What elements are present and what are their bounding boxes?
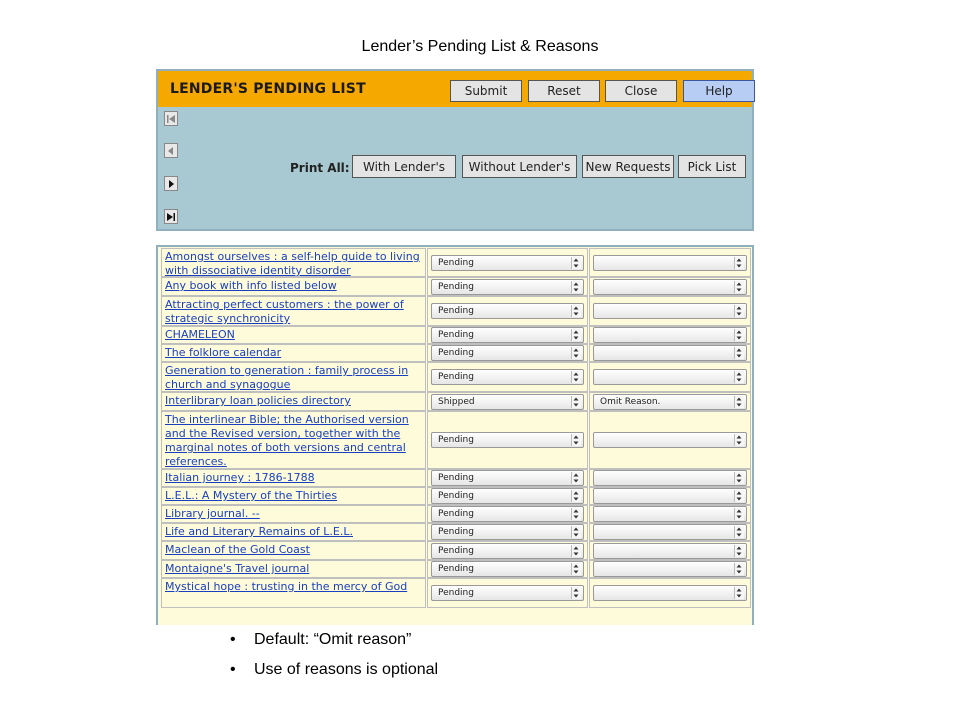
select-arrows-icon <box>734 434 744 446</box>
title-cell <box>161 523 426 541</box>
reason-select[interactable] <box>593 303 747 319</box>
table-row <box>161 296 751 326</box>
print-without-lenders-button[interactable]: Without Lender's <box>462 155 577 178</box>
reason-select[interactable] <box>593 470 747 486</box>
item-title-link[interactable]: Life and Literary Remains of L.E.L. <box>165 525 353 538</box>
status-cell <box>427 392 588 411</box>
status-select[interactable] <box>431 585 584 601</box>
reason-cell <box>589 505 751 523</box>
item-title-link[interactable]: Italian journey : 1786-1788 <box>165 471 315 484</box>
table-row <box>161 560 751 578</box>
select-arrows-icon <box>571 329 581 341</box>
table-row <box>161 578 751 608</box>
reason-cell <box>589 560 751 578</box>
reason-cell <box>589 296 751 326</box>
status-select[interactable] <box>431 303 584 319</box>
previous-page-icon[interactable] <box>164 143 178 158</box>
reason-cell <box>589 578 751 608</box>
pending-items-table <box>156 245 754 625</box>
select-arrows-icon <box>734 545 744 557</box>
item-title-link[interactable]: Montaigne's Travel journal <box>165 562 310 575</box>
select-arrows-icon <box>734 257 744 269</box>
title-cell <box>161 411 426 469</box>
title-cell <box>161 469 426 487</box>
status-cell <box>427 523 588 541</box>
reason-select[interactable] <box>593 561 747 577</box>
select-arrows-icon <box>734 329 744 341</box>
status-value: Pending <box>438 435 474 445</box>
table-row <box>161 392 751 411</box>
first-page-icon[interactable] <box>164 111 178 126</box>
table-row <box>161 277 751 296</box>
panel-title: LENDER'S PENDING LIST <box>170 81 366 97</box>
last-page-icon[interactable] <box>164 209 178 224</box>
table-row <box>161 469 751 487</box>
select-arrows-icon <box>571 305 581 317</box>
status-cell <box>427 505 588 523</box>
reason-cell <box>589 277 751 296</box>
item-title-link[interactable]: CHAMELEON <box>165 328 235 341</box>
status-cell <box>427 469 588 487</box>
reason-cell <box>589 392 751 411</box>
submit-button[interactable]: Submit <box>450 80 522 102</box>
print-new-requests-button[interactable]: New Requests <box>582 155 674 178</box>
title-cell <box>161 296 426 326</box>
status-value: Pending <box>438 527 474 537</box>
status-value: Pending <box>438 588 474 598</box>
reason-select[interactable] <box>593 506 747 522</box>
bullet-icon: • <box>230 661 236 678</box>
select-arrows-icon <box>571 281 581 293</box>
close-button[interactable]: Close <box>605 80 677 102</box>
status-cell <box>427 248 588 277</box>
title-cell <box>161 560 426 578</box>
table-row <box>161 411 751 469</box>
reason-select[interactable] <box>593 543 747 559</box>
item-title-link[interactable]: Any book with info listed below <box>165 279 337 292</box>
reason-cell <box>589 541 751 560</box>
title-cell <box>161 248 426 277</box>
select-arrows-icon <box>571 490 581 502</box>
select-arrows-icon <box>571 472 581 484</box>
bullet-icon: • <box>230 631 236 648</box>
item-title-link[interactable]: The interlinear Bible; the Authorised version and the Revised version, together with the marginal notes of both versions and central references. <box>165 413 409 468</box>
reason-select[interactable] <box>593 524 747 540</box>
status-value: Pending <box>438 348 474 358</box>
reason-cell <box>589 487 751 505</box>
status-cell <box>427 344 588 362</box>
title-cell <box>161 487 426 505</box>
status-select[interactable] <box>431 369 584 385</box>
table-row <box>161 362 751 392</box>
status-select[interactable] <box>431 255 584 271</box>
print-with-lenders-button[interactable]: With Lender's <box>352 155 456 178</box>
status-select[interactable] <box>431 561 584 577</box>
item-title-link[interactable]: Amongst ourselves : a self-help guide to living with dissociative identity disorder <box>165 250 420 277</box>
status-cell <box>427 487 588 505</box>
select-arrows-icon <box>571 257 581 269</box>
table-row <box>161 505 751 523</box>
select-arrows-icon <box>734 526 744 538</box>
table-row <box>161 344 751 362</box>
select-arrows-icon <box>734 396 744 408</box>
item-title-link[interactable]: L.E.L.: A Mystery of the Thirties <box>165 489 338 502</box>
status-select[interactable] <box>431 506 584 522</box>
print-pick-list-button[interactable]: Pick List <box>678 155 746 178</box>
status-value: Pending <box>438 509 474 519</box>
status-select[interactable] <box>431 279 584 295</box>
reason-select[interactable] <box>593 394 747 410</box>
item-title-link[interactable]: Library journal. -- <box>165 507 260 520</box>
title-cell <box>161 362 426 392</box>
reason-select[interactable] <box>593 255 747 271</box>
select-arrows-icon <box>734 563 744 575</box>
reason-select[interactable] <box>593 345 747 361</box>
select-arrows-icon <box>734 587 744 599</box>
title-cell <box>161 392 426 411</box>
select-arrows-icon <box>571 434 581 446</box>
select-arrows-icon <box>571 508 581 520</box>
reason-cell <box>589 344 751 362</box>
reason-cell <box>589 523 751 541</box>
status-select[interactable] <box>431 543 584 559</box>
select-arrows-icon <box>571 396 581 408</box>
title-cell <box>161 326 426 344</box>
reason-select[interactable] <box>593 279 747 295</box>
status-select[interactable] <box>431 327 584 343</box>
reason-cell <box>589 362 751 392</box>
table-row <box>161 523 751 541</box>
status-cell <box>427 362 588 392</box>
table-row <box>161 487 751 505</box>
status-value: Pending <box>438 281 474 292</box>
status-select[interactable] <box>431 488 584 504</box>
table-row <box>161 248 751 277</box>
select-arrows-icon <box>734 472 744 484</box>
status-select[interactable] <box>431 345 584 361</box>
status-value: Shipped <box>438 396 475 407</box>
reason-select[interactable] <box>593 327 747 343</box>
item-title-link[interactable]: Mystical hope : trusting in the mercy of God <box>165 580 408 593</box>
item-title-link[interactable]: Attracting perfect customers : the power of strategic synchronicity <box>165 298 404 325</box>
select-arrows-icon <box>734 305 744 317</box>
select-arrows-icon <box>734 371 744 383</box>
reason-select[interactable] <box>593 585 747 601</box>
status-select[interactable] <box>431 470 584 486</box>
reason-select[interactable] <box>593 369 747 385</box>
status-value: Pending <box>438 257 474 268</box>
title-cell <box>161 541 426 560</box>
select-arrows-icon <box>734 281 744 293</box>
reason-cell <box>589 248 751 277</box>
select-arrows-icon <box>571 545 581 557</box>
select-arrows-icon <box>734 508 744 520</box>
title-cell <box>161 344 426 362</box>
print-all-label: Print All: <box>290 161 350 175</box>
status-value: Pending <box>438 330 474 340</box>
reason-select[interactable] <box>593 432 747 448</box>
select-arrows-icon <box>571 347 581 359</box>
status-select[interactable] <box>431 394 584 410</box>
status-cell <box>427 296 588 326</box>
status-cell <box>427 411 588 469</box>
status-value: Pending <box>438 491 474 501</box>
select-arrows-icon <box>571 587 581 599</box>
reason-value: Omit Reason. <box>600 396 661 407</box>
title-cell <box>161 277 426 296</box>
status-value: Pending <box>438 564 474 574</box>
reason-cell <box>589 411 751 469</box>
status-value: Pending <box>438 545 474 556</box>
select-arrows-icon <box>734 347 744 359</box>
status-select[interactable] <box>431 432 584 448</box>
reset-button[interactable]: Reset <box>528 80 600 102</box>
status-value: Pending <box>438 473 474 483</box>
select-arrows-icon <box>571 371 581 383</box>
pending-list-panel <box>156 69 754 231</box>
item-title-link[interactable]: Interlibrary loan policies directory <box>165 394 351 407</box>
title-cell <box>161 505 426 523</box>
status-select[interactable] <box>431 524 584 540</box>
select-arrows-icon <box>571 526 581 538</box>
status-value: Pending <box>438 306 474 316</box>
status-value: Pending <box>438 372 474 382</box>
item-title-link[interactable]: Maclean of the Gold Coast <box>165 543 310 556</box>
select-arrows-icon <box>734 490 744 502</box>
help-button[interactable]: Help <box>683 80 755 102</box>
title-cell <box>161 578 426 608</box>
item-title-link[interactable]: Generation to generation : family process in church and synagogue <box>165 364 409 391</box>
reason-cell <box>589 326 751 344</box>
status-cell <box>427 277 588 296</box>
table-row <box>161 541 751 560</box>
panel-header <box>158 71 752 107</box>
table-row <box>161 326 751 344</box>
slide-title: Lender’s Pending List & Reasons <box>361 38 599 55</box>
select-arrows-icon <box>571 563 581 575</box>
reason-cell <box>589 469 751 487</box>
status-cell <box>427 326 588 344</box>
reason-select[interactable] <box>593 488 747 504</box>
status-cell <box>427 578 588 608</box>
status-cell <box>427 541 588 560</box>
next-page-icon[interactable] <box>164 176 178 191</box>
status-cell <box>427 560 588 578</box>
item-title-link[interactable]: The folklore calendar <box>165 346 282 359</box>
